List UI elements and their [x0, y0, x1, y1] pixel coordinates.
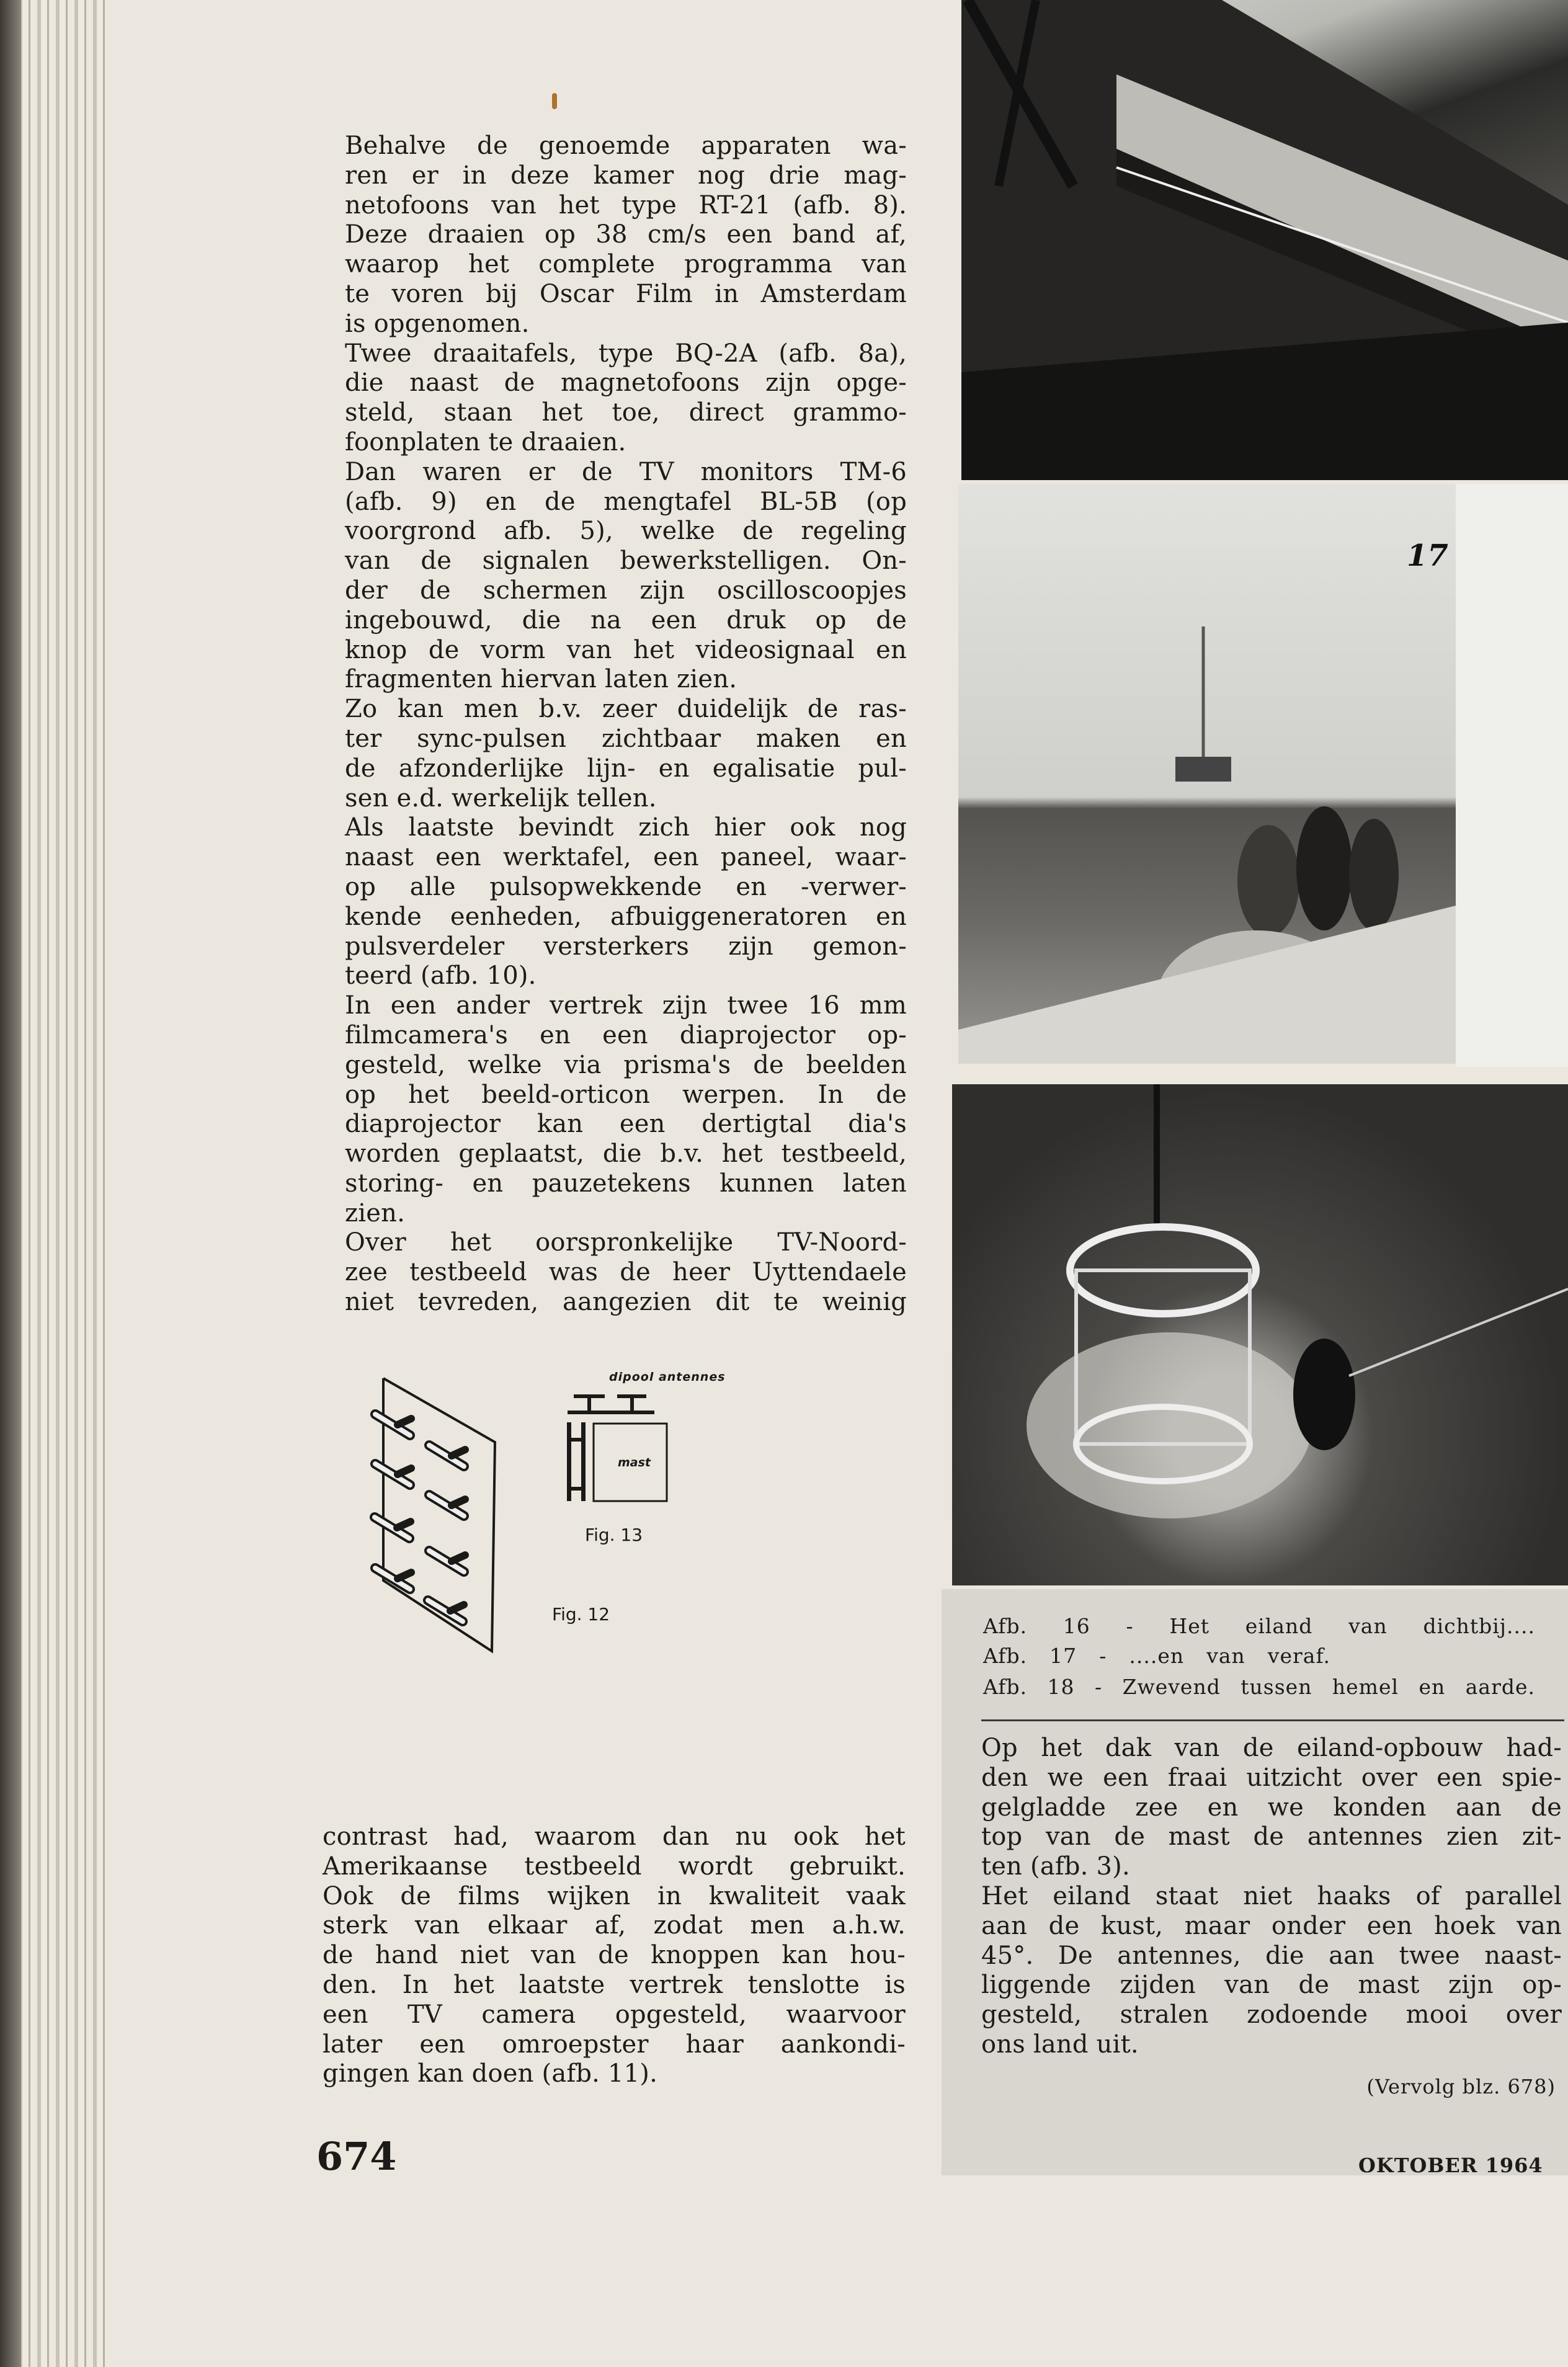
text-line: ons land uit. — [981, 2030, 1139, 2059]
text-line: den we een fraai uitzicht over een spie- — [981, 1763, 1562, 1792]
continued-note: (Vervolg blz. 678) — [1366, 2075, 1556, 2098]
text-line: kende eenheden, afbuiggeneratoren en — [345, 902, 907, 931]
text-line: later een omroepster haar aankondi- — [323, 2030, 906, 2059]
text-line: ter sync-pulsen zichtbaar maken en — [345, 724, 907, 753]
fig-12-antenna-panel — [375, 1378, 495, 1651]
text-line: Behalve de genoemde apparaten wa- — [345, 132, 907, 160]
text-line: de afzonderlijke lijn- en egalisatie pul- — [345, 754, 907, 783]
text-line: zee testbeeld was de heer Uyttendaele — [345, 1258, 907, 1287]
text-line: gesteld, welke via prisma's de beelden — [345, 1050, 907, 1079]
text-line: 45°. De antennes, die aan twee naast- — [981, 1941, 1562, 1970]
caption-afb-17: Afb. 17 - ....en van veraf. — [983, 1644, 1330, 1668]
text-line: te voren bij Oscar Film in Amsterdam — [345, 279, 907, 308]
text-line: niet tevreden, aangezien dit te weinig — [345, 1288, 907, 1317]
text-line: die naast de magnetofoons zijn opge- — [345, 368, 907, 398]
fig-13-mast-diagram — [567, 1394, 667, 1501]
dipole-rods — [375, 1414, 465, 1621]
text-line: Ook de films wijken in kwaliteit vaak — [323, 1881, 906, 1910]
text-line: worden geplaatst, die b.v. het testbeeld, — [345, 1139, 907, 1169]
text-line: ten (afb. 3). — [981, 1852, 1130, 1881]
text-line: der de schermen zijn oscilloscoopjes — [345, 576, 907, 605]
text-line: teerd (afb. 10). — [345, 961, 537, 991]
text-line: Over het oorspronkelijke TV-Noord- — [345, 1228, 907, 1257]
text-line: zien. — [345, 1198, 406, 1228]
text-line: foonplaten te draaien. — [345, 427, 626, 457]
photo-number-17: 17 — [1407, 538, 1448, 573]
text-line: diaprojector kan een dertigtal dia's — [345, 1110, 907, 1139]
text-line: sen e.d. werkelijk tellen. — [345, 783, 657, 813]
text-line: Amerikaanse testbeeld wordt gebruikt. — [323, 1852, 906, 1881]
text-line: Dan waren er de TV monitors TM-6 — [345, 457, 907, 486]
fig-13-mast-label: mast — [618, 1456, 651, 1469]
text-line: gelgladde zee en we konden aan de — [981, 1793, 1562, 1822]
page-number: 674 — [316, 2134, 397, 2179]
text-line: Twee draaitafels, type BQ-2A (afb. 8a), — [345, 339, 907, 368]
issue-date: OKTOBER 1964 — [1358, 2154, 1543, 2177]
text-line: gesteld, stralen zodoende mooi over — [981, 2000, 1562, 2030]
text-line: is opgenomen. — [345, 309, 530, 338]
text-line: ren er in deze kamer nog drie mag- — [345, 161, 907, 190]
text-line: Zo kan men b.v. zeer duidelijk de ras- — [345, 695, 907, 724]
text-line: gingen kan doen (afb. 11). — [323, 2059, 658, 2088]
text-line: (afb. 9) en de mengtafel BL-5B (op — [345, 487, 907, 516]
text-line: liggende zijden van de mast zijn op- — [981, 1971, 1562, 2000]
text-line: van de signalen bewerkstelligen. On- — [345, 546, 907, 576]
text-line: aan de kust, maar onder een hoek van — [981, 1911, 1562, 1940]
text-line: filmcamera's en een diaprojector op- — [345, 1020, 907, 1050]
text-line: fragmenten hiervan laten zien. — [345, 665, 737, 694]
caption-afb-16: Afb. 16 - Het eiland van dichtbij.... — [983, 1614, 1535, 1638]
text-line: netofoons van het type RT-21 (afb. 8). — [345, 190, 907, 220]
text-line: naast een werktafel, een paneel, waar- — [345, 843, 907, 872]
text-line: pulsverdeler versterkers zijn gemon- — [345, 932, 907, 961]
text-line: Deze draaien op 38 cm/s een band af, — [345, 220, 907, 249]
fig-13-title: dipool antennes — [609, 1370, 726, 1384]
text-line: de hand niet van de knoppen kan hou- — [323, 1941, 906, 1970]
text-line: knop de vorm van het videosignaal en — [345, 635, 907, 664]
text-line: den. In het laatste vertrek tenslotte is — [323, 1970, 906, 1999]
fig-12-label: Fig. 12 — [552, 1604, 610, 1625]
text-line: sterk van elkaar af, zodat men a.h.w. — [323, 1911, 906, 1940]
text-line: In een ander vertrek zijn twee 16 mm — [345, 991, 907, 1020]
fig-13-label: Fig. 13 — [585, 1525, 643, 1545]
text-line: storing- en pauzetekens kunnen laten — [345, 1169, 907, 1198]
text-line: op alle pulsopwekkende en -verwer- — [345, 872, 907, 901]
text-line: steld, staan het toe, direct grammo- — [345, 398, 907, 427]
text-line: top van de mast de antennes zien zit- — [981, 1822, 1562, 1852]
text-line: Als laatste bevindt zich hier ook nog — [345, 813, 907, 842]
text-line: waarop het complete programma van — [345, 250, 907, 279]
text-line: Op het dak van de eiland-opbouw had- — [981, 1734, 1562, 1762]
caption-afb-18: Afb. 18 - Zwevend tussen hemel en aarde. — [983, 1675, 1535, 1699]
text-line: een TV camera opgesteld, waarvoor — [323, 2000, 906, 2029]
text-line: voorgrond afb. 5), welke de regeling — [345, 517, 907, 546]
text-line: ingebouwd, die na een druk op de — [345, 605, 907, 635]
text-line: contrast had, waarom dan nu ook het — [323, 1822, 906, 1851]
text-line: op het beeld-orticon werpen. In de — [345, 1080, 907, 1109]
text-line: Het eiland staat niet haaks of parallel — [981, 1881, 1562, 1910]
